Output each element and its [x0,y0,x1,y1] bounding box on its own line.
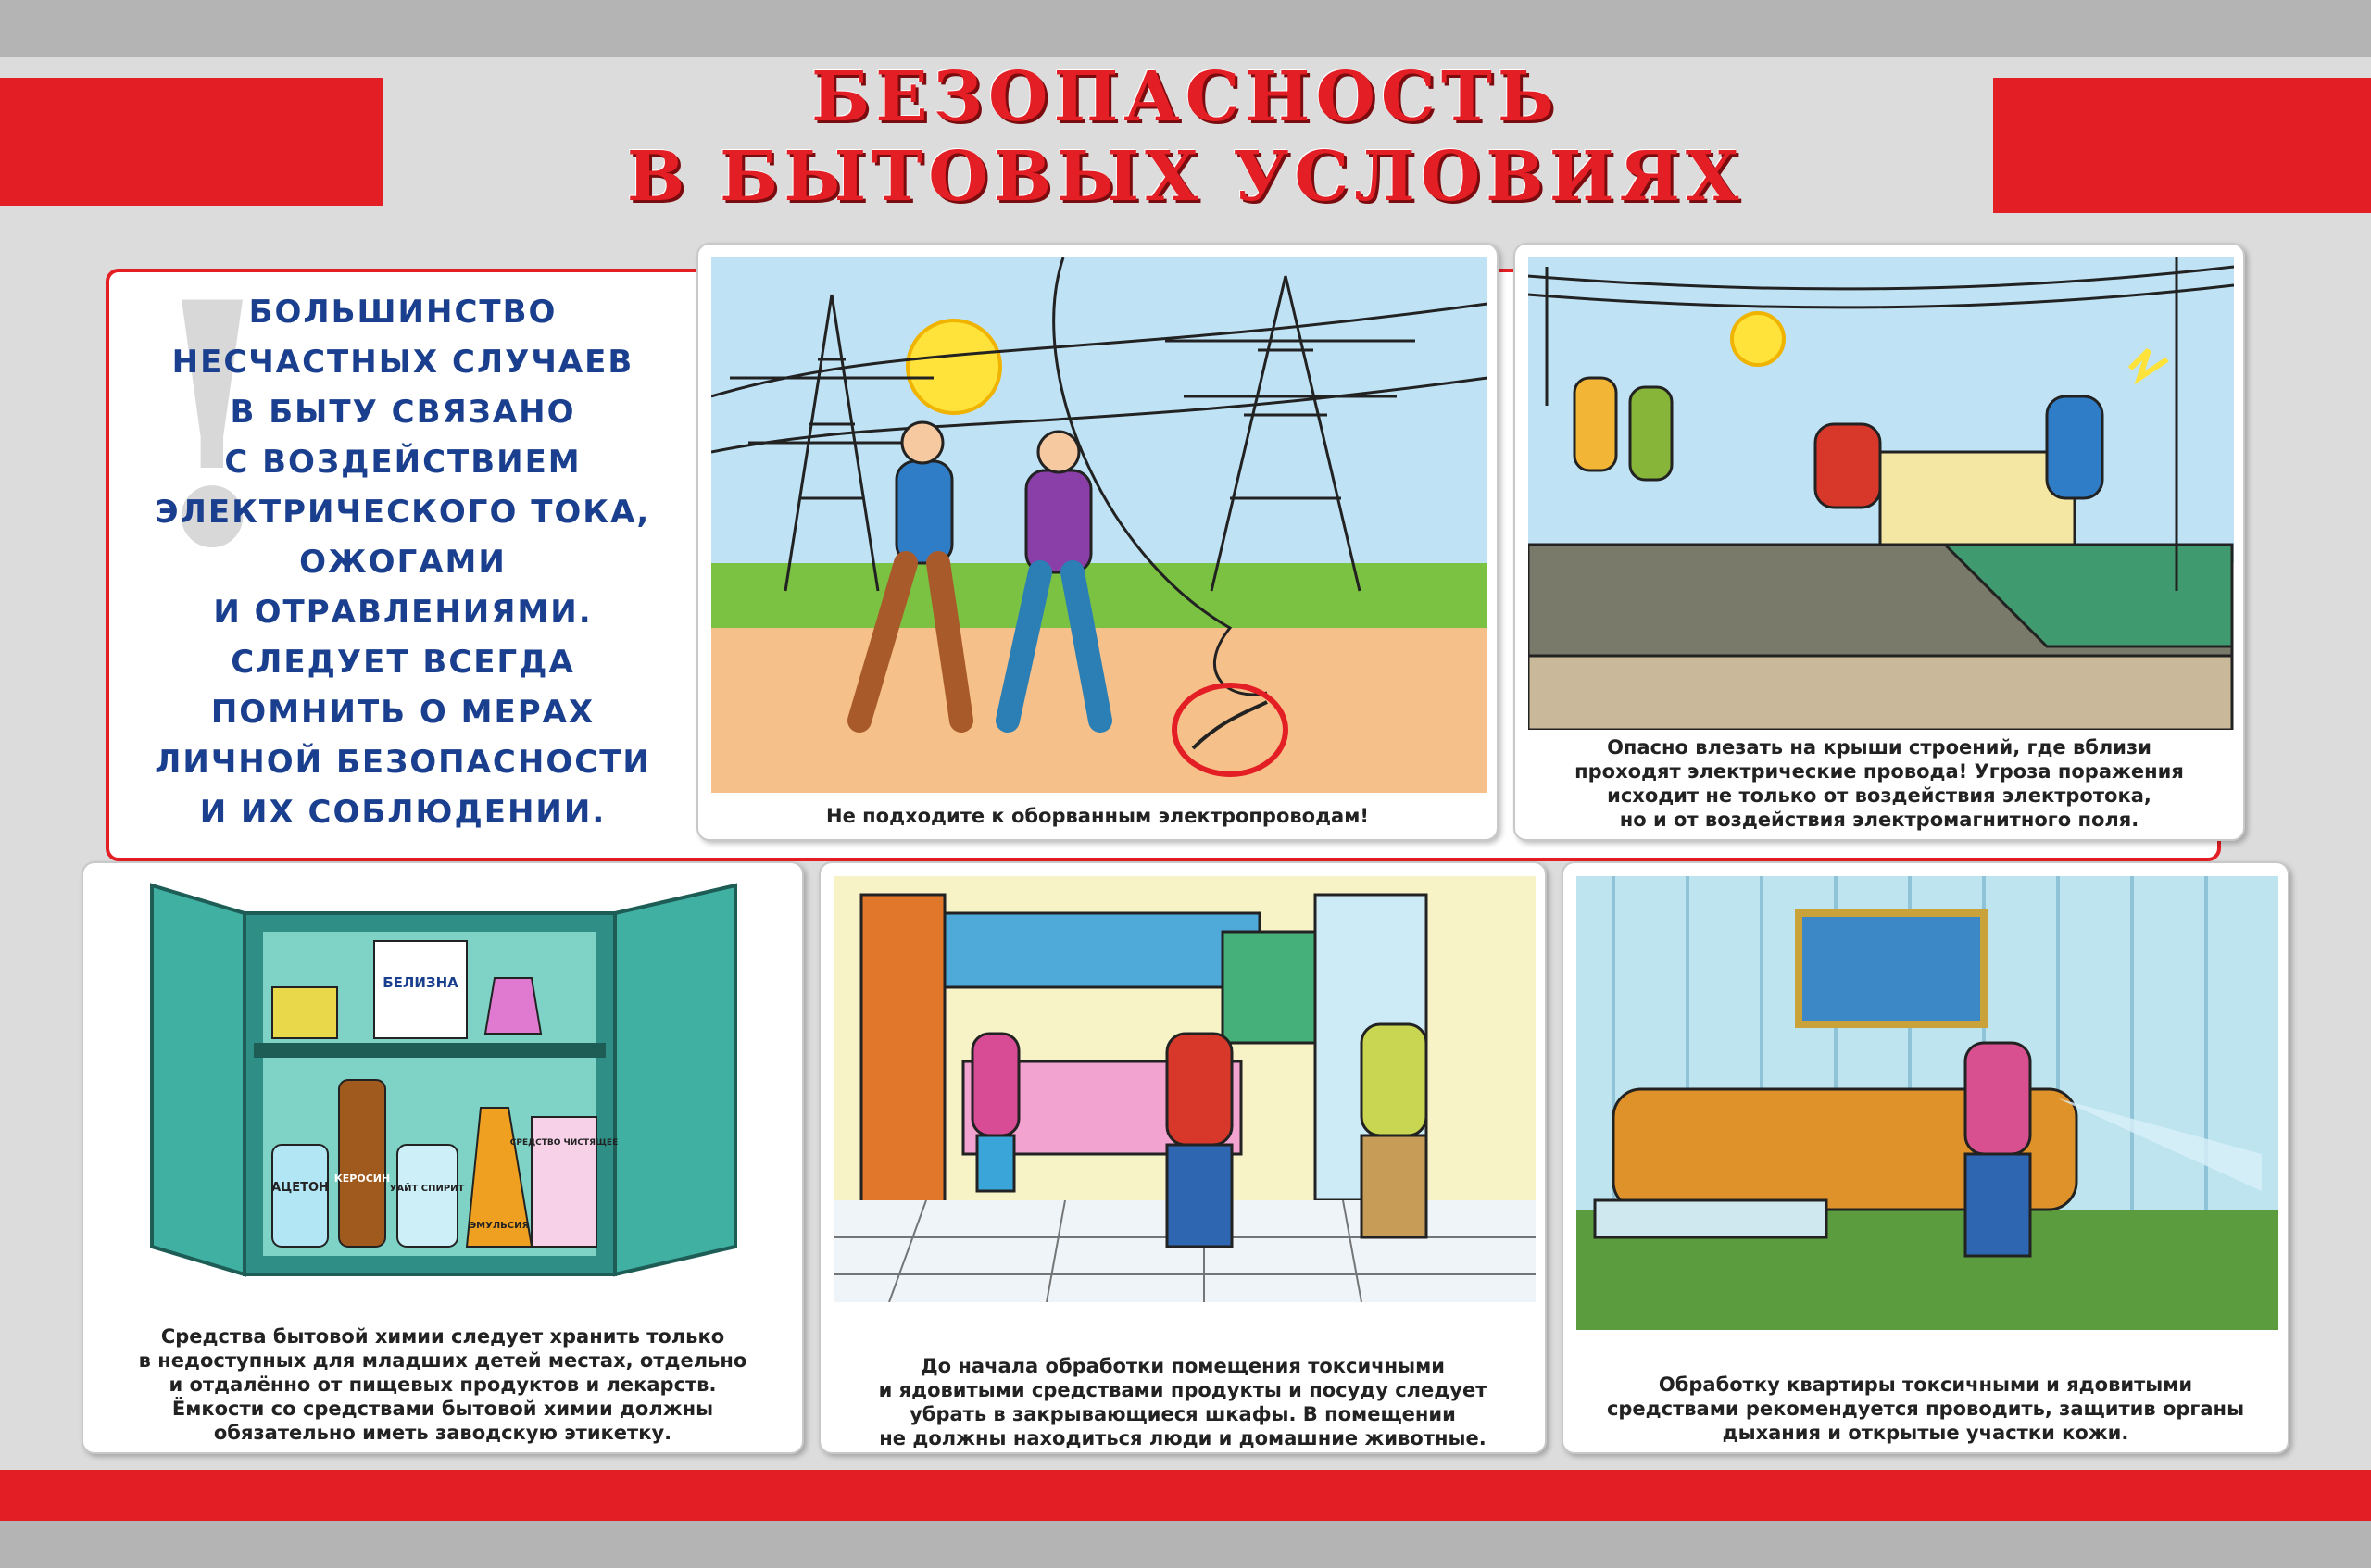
intro-line: С ВОЗДЕЙСТВИЕМ [224,444,582,481]
caption-line: убрать в закрывающиеся шкафы. В помещении [910,1403,1456,1425]
card-living-room [1562,861,2289,1454]
intro-text [130,230,676,837]
label-cleaner: СРЕДСТВО ЧИСТЯЩЕЕ [509,1138,619,1148]
caption-line: Опасно влезать на крыши строений, где вблизи [1607,736,2151,759]
intro-line: БОЛЬШИНСТВО [248,294,558,331]
label-spirit: УАЙТ СПИРИТ [389,1184,465,1194]
label-belizna: БЕЛИЗНА [383,974,458,991]
intro-line: ЛИЧНОЙ БЕЗОПАСНОСТИ [155,744,651,781]
card-broken-wires [696,243,1499,841]
intro-line: ПОМНИТЬ О МЕРАХ [210,694,596,731]
title-line-2: В БЫТОВЫХ УСЛОВИЯХ [626,137,1745,217]
kitchen-illustration [834,876,1536,1302]
caption-line: Обработку квартиры токсичными и ядовитыми [1658,1374,2193,1396]
caption-line: дыхания и открытые участки кожи. [1722,1422,2129,1444]
intro-line: СЛЕДУЕТ ВСЕГДА [231,644,575,681]
intro-line: НЕСЧАСТНЫХ СЛУЧАЕВ [171,344,634,381]
footer-red-band [0,1470,2371,1521]
label-kerosin: КЕРОСИН [333,1173,391,1185]
exclamation-mark: ! [139,230,286,621]
living-room-illustration [1576,876,2278,1330]
caption-line: До начала обработки помещения токсичными [920,1355,1446,1377]
header-red-bar-left [0,78,383,206]
roof-danger-illustration [1528,257,2234,730]
label-emulsion: ЭМУЛЬСИЯ [469,1221,530,1231]
caption-kitchen [830,1354,1536,1450]
card-household-chemicals [82,861,804,1454]
card-roof-danger [1513,243,2245,841]
header-red-bar-right [1993,78,2371,213]
intro-line: И ОТРАВЛЕНИЯМИ. [213,594,593,631]
caption-line: и отдалённо от пищевых продуктов и лекарств. [169,1374,717,1396]
caption-roof-danger [1524,735,2234,832]
caption-line: Ёмкости со средствами бытовой химии должны [171,1398,714,1420]
bottom-gray-band [0,1521,2371,1568]
intro-line: И ИХ СОБЛЮДЕНИИ. [199,794,607,831]
caption-line: не должны находиться люди и домашние животные. [879,1427,1487,1449]
intro-line: ЭЛЕКТРИЧЕСКОГО ТОКА, [155,494,651,531]
top-gray-band [0,0,2371,57]
label-aceton: АЦЕТОН [271,1181,329,1195]
caption-line: средствами рекомендуется проводить, защитив органы [1606,1398,2245,1420]
caption-broken-wires [708,804,1487,828]
caption-line: но и от воздействия электромагнитного поля. [1619,809,2139,831]
poster-title [519,57,1852,217]
caption-line: проходят электрические провода! Угроза поражения [1574,760,2184,783]
cabinet-illustration [96,876,793,1284]
caption-line: в недоступных для младших детей местах, отдельно [138,1349,747,1372]
title-line-1: БЕЗОПАСНОСТЬ [811,57,1560,137]
intro-line: В БЫТУ СВЯЗАНО [230,394,576,431]
broken-wires-illustration [711,257,1487,793]
caption-line: Средства бытовой химии следует хранить только [160,1325,725,1348]
caption-line: Не подходите к оборванным электропроводам! [826,805,1369,827]
caption-living-room [1573,1373,2278,1445]
caption-line: и ядовитыми средствами продукты и посуду следует [878,1379,1487,1401]
caption-line: исходит не только от воздействия электротока, [1607,784,2151,807]
intro-line: ОЖОГАМИ [299,544,507,581]
caption-household-chemicals [93,1324,793,1445]
caption-line: обязательно иметь заводскую этикетку. [213,1422,672,1444]
card-kitchen [819,861,1547,1454]
